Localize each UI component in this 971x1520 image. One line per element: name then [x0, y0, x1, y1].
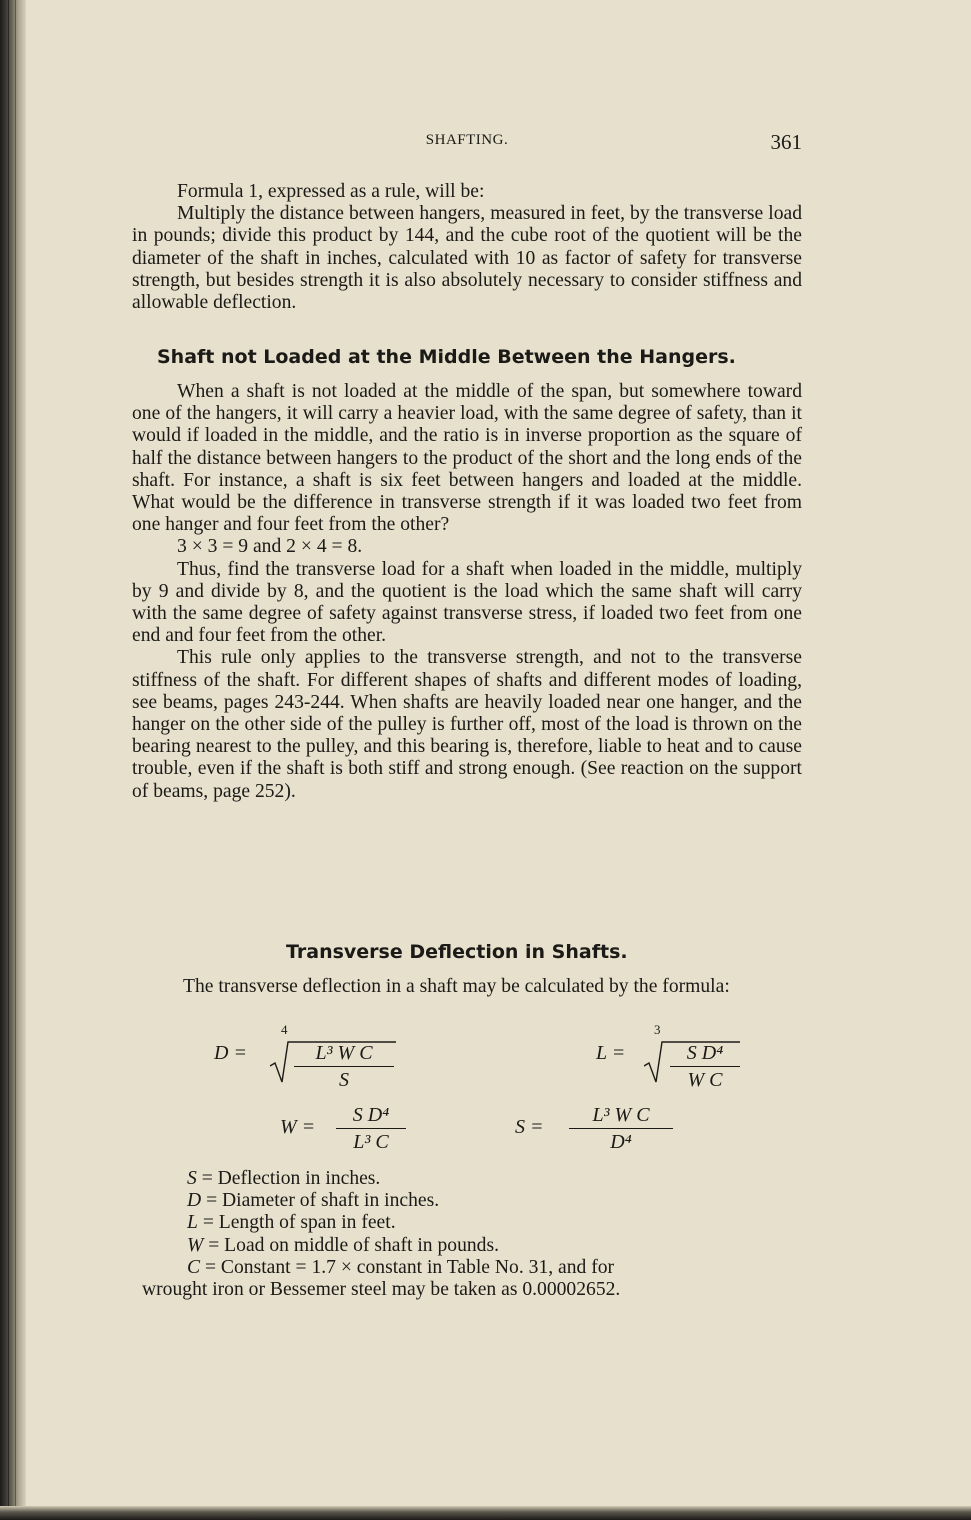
denominator: L³ C: [353, 1131, 389, 1153]
paragraph: When a shaft is not loaded at the middle of the span, but somewhere toward one of the hangers, it will carry a heavier load, with the same degree of safety, than it would if loaded in the middle, and the ratio is in inverse proportion as the square of half the distance between hangers to the product of the short and the long ends of the shaft. For instance, a shaft is six feet between hangers and loaded at the middle. What would be the difference in transverse strength if it was loaded two feet from one hanger and four feet from the other?: [132, 381, 802, 536]
book-spine-shadow: [0, 0, 26, 1520]
page-header: [132, 130, 802, 158]
definition-symbol: S: [187, 1168, 197, 1189]
numerator: L³ W C: [592, 1104, 650, 1126]
paragraph: This rule only applies to the transverse strength, and not to the transverse stiffness of the shaft. For different shapes of shafts and different modes of loading, see beams, pages 243-244. When shafts are heavily loaded near one hanger, and the hanger on the other side of the pulley is further off, most of the load is thrown on the bearing nearest to the pulley, and this bearing is, therefore, liable to heat and to cause trouble, even if the shaft is both stiff and strong enough. (See reaction on the support of beams, page 252).: [132, 647, 802, 802]
definition-symbol: D: [187, 1190, 202, 1212]
page-number: 361: [770, 130, 802, 154]
definition-symbol: W: [187, 1234, 204, 1256]
spine-line: [15, 0, 16, 1520]
paragraph: Formula 1, expressed as a rule, will be:: [177, 181, 485, 202]
numerator: S D⁴: [352, 1104, 390, 1126]
numerator: S D⁴: [686, 1042, 724, 1064]
section-deflection-intro: [138, 976, 806, 998]
fraction-bar: [569, 1128, 673, 1129]
definition-w: [132, 1235, 808, 1257]
symbol-definitions: [132, 1168, 808, 1301]
spine-line: [8, 0, 9, 1520]
formula-lhs: W =: [280, 1116, 316, 1138]
paragraph: The transverse deflection in a shaft may be calculated by the formula:: [183, 976, 730, 997]
fraction-bar: [294, 1066, 394, 1067]
formula-d: [214, 1022, 404, 1092]
definition-s: [132, 1168, 808, 1190]
definition-text: = Load on middle of shaft in pounds.: [208, 1234, 500, 1256]
section-shaft-not-loaded: [132, 381, 802, 803]
section-heading: Shaft not Loaded at the Middle Between the Hangers.: [157, 346, 736, 368]
section-heading: Transverse Deflection in Shafts.: [286, 941, 628, 963]
formula-lhs: S =: [515, 1116, 544, 1138]
denominator: S: [339, 1069, 349, 1091]
definition-text: = Length of span in feet.: [202, 1212, 396, 1234]
paragraph: Thus, find the transverse load for a shaft when loaded in the middle, multiply by 9 and divide by 8, and the quotient is the load which the same shaft will carry with the same degree of safety against transverse stress, if loaded two feet from one end and four feet from the other.: [132, 558, 802, 647]
formula-l: [596, 1022, 756, 1092]
definition-text: = Constant = 1.7 × constant in Table No. 31, and for: [204, 1256, 615, 1278]
fraction: [670, 1042, 740, 1092]
root-index: 4: [281, 1022, 288, 1037]
definition-text: = Deflection in inches.: [201, 1168, 381, 1189]
section-formula-rule: [132, 181, 802, 314]
denominator: D⁴: [610, 1131, 632, 1153]
root-index: 3: [654, 1022, 661, 1037]
page-bottom-edge: [0, 1506, 971, 1520]
formula-lhs: D =: [214, 1042, 247, 1064]
denominator: W C: [687, 1069, 723, 1091]
numerator: L³ W C: [315, 1042, 373, 1064]
definition-c: [132, 1257, 808, 1279]
paragraph: Multiply the distance between hangers, measured in feet, by the transverse load in pounds; divide this product by 144, and the cube root of the quotient will be the diameter of the shaft in inches, calculated with 10 as factor of safety for transverse strength, but besides strength it is also absolutely necessary to consider stiffness and allowable deflection.: [132, 203, 802, 314]
fraction: [336, 1104, 406, 1154]
fraction-bar: [670, 1066, 740, 1067]
definition-continuation: wrought iron or Bessemer steel may be taken as 0.00002652.: [142, 1279, 621, 1301]
definition-l: [132, 1212, 808, 1234]
formula-lhs: L =: [596, 1042, 626, 1064]
fraction: [569, 1104, 673, 1154]
paragraph: 3 × 3 = 9 and 2 × 4 = 8.: [177, 536, 363, 558]
definition-symbol: C: [187, 1256, 201, 1278]
fraction-bar: [336, 1128, 406, 1129]
definition-symbol: L: [187, 1212, 198, 1234]
definition-d: [132, 1190, 808, 1212]
formula-w: [280, 1104, 420, 1160]
running-head: SHAFTING.: [425, 132, 509, 148]
fraction: [294, 1042, 394, 1092]
definition-text: = Diameter of shaft in inches.: [206, 1190, 440, 1212]
formula-s: [515, 1104, 685, 1160]
